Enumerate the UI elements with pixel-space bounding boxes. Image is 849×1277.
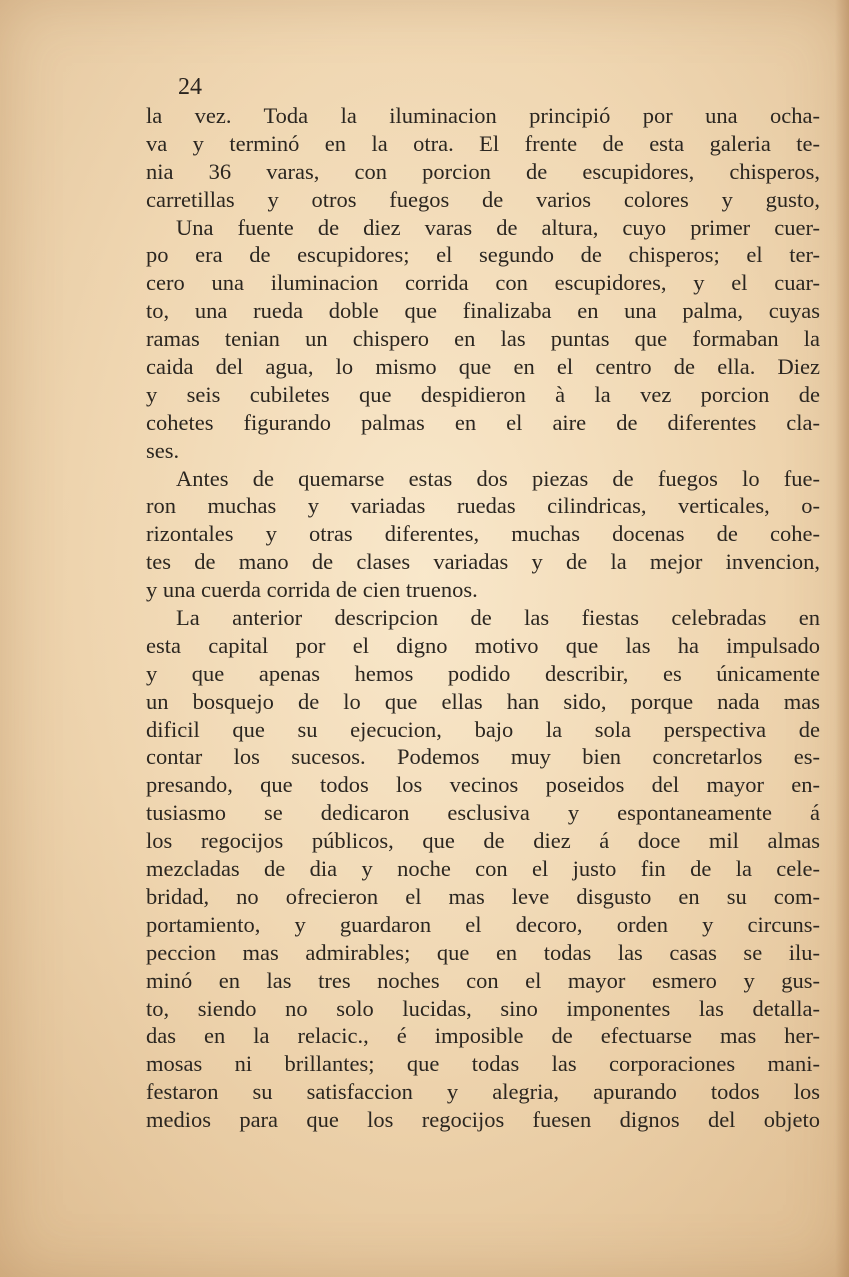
- page-number: 24: [178, 74, 202, 100]
- text-line: rizontales y otras diferentes, muchas docenas de cohe-: [146, 521, 820, 547]
- text-line: cohetes figurando palmas en el aire de diferentes cla-: [146, 409, 820, 435]
- text-line: Una fuente de diez varas de altura, cuyo primer cuer-: [176, 214, 820, 240]
- text-line: caida del agua, lo mismo que en el centro de ella. Diez: [146, 354, 820, 380]
- text-line: va y terminó en la otra. El frente de esta galeria te-: [146, 130, 820, 156]
- text-line: mezcladas de dia y noche con el justo fin de la cele-: [146, 856, 820, 882]
- text-line: po era de escupidores; el segundo de chisperos; el ter-: [146, 242, 820, 268]
- text-line: bridad, no ofrecieron el mas leve disgusto en su com-: [146, 883, 820, 909]
- text-line: to, una rueda doble que finalizaba en una palma, cuyas: [146, 298, 820, 324]
- text-line: cero una iluminacion corrida con escupidores, y el cuar-: [146, 270, 820, 296]
- text-line: das en la relacic., é imposible de efectuarse mas her-: [146, 1023, 820, 1049]
- text-line: peccion mas admirables; que en todas las casas se ilu-: [146, 939, 820, 965]
- text-line: minó en las tres noches con el mayor esmero y gus-: [146, 967, 820, 993]
- text-line: esta capital por el digno motivo que las ha impulsado: [146, 632, 820, 658]
- text-line: ron muchas y variadas ruedas cilindricas, verticales, o-: [146, 493, 820, 519]
- text-line: portamiento, y guardaron el decoro, orden y circuns-: [146, 911, 820, 937]
- body-text: [146, 102, 820, 1134]
- text-line: y una cuerda corrida de cien truenos.: [146, 577, 478, 603]
- text-line: tes de mano de clases variadas y de la mejor invencion,: [146, 549, 820, 575]
- text-line: to, siendo no solo lucidas, sino imponentes las detalla-: [146, 995, 820, 1021]
- text-line: los regocijos públicos, que de diez á doce mil almas: [146, 828, 820, 854]
- text-line: mosas ni brillantes; que todas las corporaciones mani-: [146, 1051, 820, 1077]
- text-line: la vez. Toda la iluminacion principió por una ocha-: [146, 103, 820, 128]
- text-line: carretillas y otros fuegos de varios colores y gusto,: [146, 186, 820, 212]
- text-line: ses.: [146, 437, 180, 463]
- text-line: festaron su satisfaccion y alegria, apurando todos los: [146, 1079, 820, 1105]
- text-line: tusiasmo se dedicaron esclusiva y espontaneamente á: [146, 800, 820, 826]
- text-line: presando, que todos los vecinos poseidos del mayor en-: [146, 772, 820, 798]
- text-line: ramas tenian un chispero en las puntas que formaban la: [146, 326, 820, 352]
- text-line: La anterior descripcion de las fiestas celebradas en: [176, 605, 820, 631]
- text-line: medios para que los regocijos fuesen dignos del objeto: [146, 1107, 820, 1133]
- text-line: dificil que su ejecucion, bajo la sola perspectiva de: [146, 716, 820, 742]
- text-line: y seis cubiletes que despidieron à la vez porcion de: [146, 381, 820, 407]
- page-edge-shadow: [835, 0, 849, 1277]
- text-line: nia 36 varas, con porcion de escupidores, chisperos,: [146, 158, 820, 184]
- text-line: contar los sucesos. Podemos muy bien concretarlos es-: [146, 744, 820, 770]
- text-line: y que apenas hemos podido describir, es únicamente: [146, 660, 820, 686]
- text-line: Antes de quemarse estas dos piezas de fuegos lo fue-: [176, 465, 820, 491]
- text-line: un bosquejo de lo que ellas han sido, porque nada mas: [146, 688, 820, 714]
